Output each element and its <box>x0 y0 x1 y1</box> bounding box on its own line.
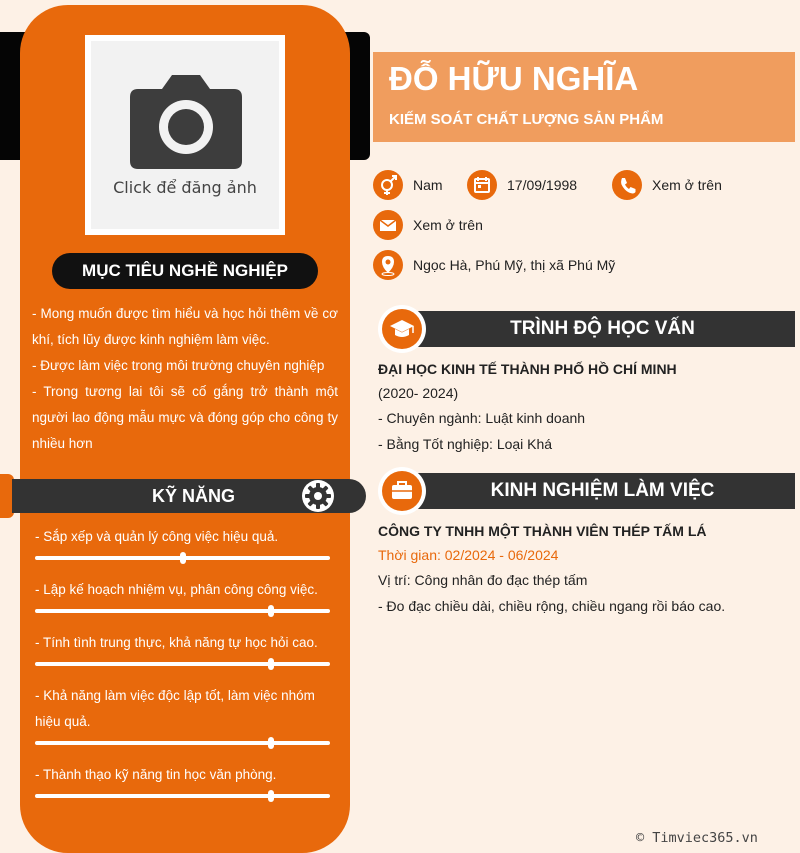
skills-title: KỸ NĂNG <box>152 486 236 506</box>
skill-level-handle <box>268 605 274 617</box>
education-period: (2020- 2024) <box>378 385 459 401</box>
phone-value: Xem ở trên <box>652 177 722 193</box>
skill-level-handle <box>268 658 274 670</box>
experience-company: CÔNG TY TNHH MỘT THÀNH VIÊN THÉP TẤM LÁ <box>378 523 707 539</box>
education-school: ĐẠI HỌC KINH TẾ THÀNH PHỐ HỒ CHÍ MINH <box>378 361 677 377</box>
phone-icon <box>612 170 642 200</box>
skill-item: - Tính tình trung thực, khả năng tự học hỏi cao. <box>35 635 318 650</box>
experience-badge <box>378 467 426 515</box>
skills-header <box>12 479 366 513</box>
skill-level-handle <box>180 552 186 564</box>
email-value: Xem ở trên <box>413 217 483 233</box>
skill-item: - Khả năng làm việc độc lập tốt, làm việc nhóm hiệu quả. <box>35 688 315 729</box>
name-header <box>373 52 795 142</box>
avatar-upload[interactable] <box>85 35 285 235</box>
skill-level-bar <box>35 794 330 798</box>
candidate-position: KIẾM SOÁT CHẤT LƯỢNG SẢN PHẨM <box>389 111 664 128</box>
education-title: TRÌNH ĐỘ HỌC VẤN <box>510 318 695 339</box>
candidate-name: ĐỖ HỮU NGHĨA <box>389 60 639 97</box>
objective-text <box>32 301 338 457</box>
skill-item: - Lập kế hoạch nhiệm vụ, phân công công việc. <box>35 582 318 597</box>
education-header <box>400 311 795 347</box>
experience-role: Vị trí: Công nhân đo đạc thép tấm <box>378 572 588 588</box>
skill-level-bar <box>35 556 330 560</box>
objective-title: MỤC TIÊU NGHỀ NGHIỆP <box>52 253 318 289</box>
education-degree: - Bằng Tốt nghiệp: Loại Khá <box>378 436 553 452</box>
location-icon <box>373 250 403 280</box>
skills-gear-badge <box>302 480 334 512</box>
skill-item: - Thành thạo kỹ năng tin học văn phòng. <box>35 767 277 782</box>
gender-icon <box>373 170 403 200</box>
address-value: Ngọc Hà, Phú Mỹ, thị xã Phú Mỹ <box>413 257 616 273</box>
skill-level-bar <box>35 741 330 745</box>
objective-line: - Được làm việc trong môi trường chuyên nghiệp <box>32 358 325 373</box>
experience-time: Thời gian: 02/2024 - 06/2024 <box>378 547 559 563</box>
skill-item: - Sắp xếp và quản lý công việc hiệu quả. <box>35 529 279 544</box>
photo-caption: Click để đăng ảnh <box>113 178 257 197</box>
gear-icon <box>302 480 334 512</box>
skill-level-bar <box>35 609 330 613</box>
education-major: - Chuyên ngành: Luật kinh doanh <box>378 410 586 426</box>
skill-level-handle <box>268 737 274 749</box>
avatar-placeholder[interactable] <box>91 41 279 229</box>
skill-level-bar <box>35 662 330 666</box>
education-badge <box>378 305 426 353</box>
graduation-cap-icon <box>382 309 422 349</box>
camera-icon <box>128 71 244 171</box>
experience-title: KINH NGHIỆM LÀM VIỆC <box>490 480 715 501</box>
objective-line: - Trong tương lai tôi sẽ cố gắng trở thành một người lao động mẫu mực và đóng góp cho công ty nhiều hơn <box>32 384 338 451</box>
mail-icon <box>373 210 403 240</box>
experience-duty: - Đo đạc chiều dài, chiều rộng, chiều ngang rồi báo cao. <box>378 598 726 614</box>
gender-value: Nam <box>413 177 443 193</box>
briefcase-icon <box>382 471 422 511</box>
experience-header <box>400 473 795 509</box>
objective-line: - Mong muốn được tìm hiểu và học hỏi thêm về cơ khí, tích lũy được kinh nghiệm làm việc. <box>32 306 338 347</box>
skill-level-handle <box>268 790 274 802</box>
footer-credit: © Timviec365.vn <box>636 830 758 846</box>
calendar-icon <box>467 170 497 200</box>
birthday-value: 17/09/1998 <box>507 177 578 193</box>
